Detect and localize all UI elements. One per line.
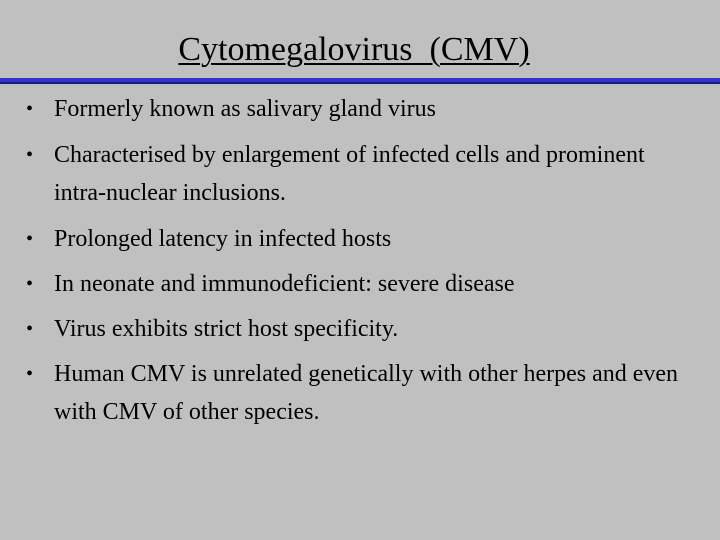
bullet-text: Virus exhibits strict host specificity. xyxy=(54,316,399,342)
title-divider-shadow xyxy=(0,82,720,84)
bullet-list xyxy=(26,90,696,437)
bullet-text: Human CMV is unrelated genetically with other herpes and even with CMV of other species. xyxy=(54,361,679,425)
bullet-text: Prolonged latency in infected hosts xyxy=(54,226,392,252)
bullet-item xyxy=(26,355,696,431)
bullet-dot-icon: • xyxy=(26,363,34,385)
bullet-text: Characterised by enlargement of infected cells and prominent intra-nuclear inclusions. xyxy=(54,142,645,206)
bullet-dot-icon: • xyxy=(26,98,34,120)
bullet-item xyxy=(26,136,696,212)
slide-title: Cytomegalovirus (CMV) xyxy=(178,31,530,68)
bullet-dot-icon: • xyxy=(26,144,34,166)
bullet-item xyxy=(26,265,696,303)
bullet-item xyxy=(26,90,696,128)
bullet-dot-icon: • xyxy=(26,273,34,295)
bullet-dot-icon: • xyxy=(26,318,34,340)
bullet-dot-icon: • xyxy=(26,228,34,250)
bullet-text: In neonate and immunodeficient: severe disease xyxy=(54,271,515,297)
bullet-item xyxy=(26,310,696,348)
bullet-item xyxy=(26,220,696,258)
bullet-text: Formerly known as salivary gland virus xyxy=(54,96,436,122)
